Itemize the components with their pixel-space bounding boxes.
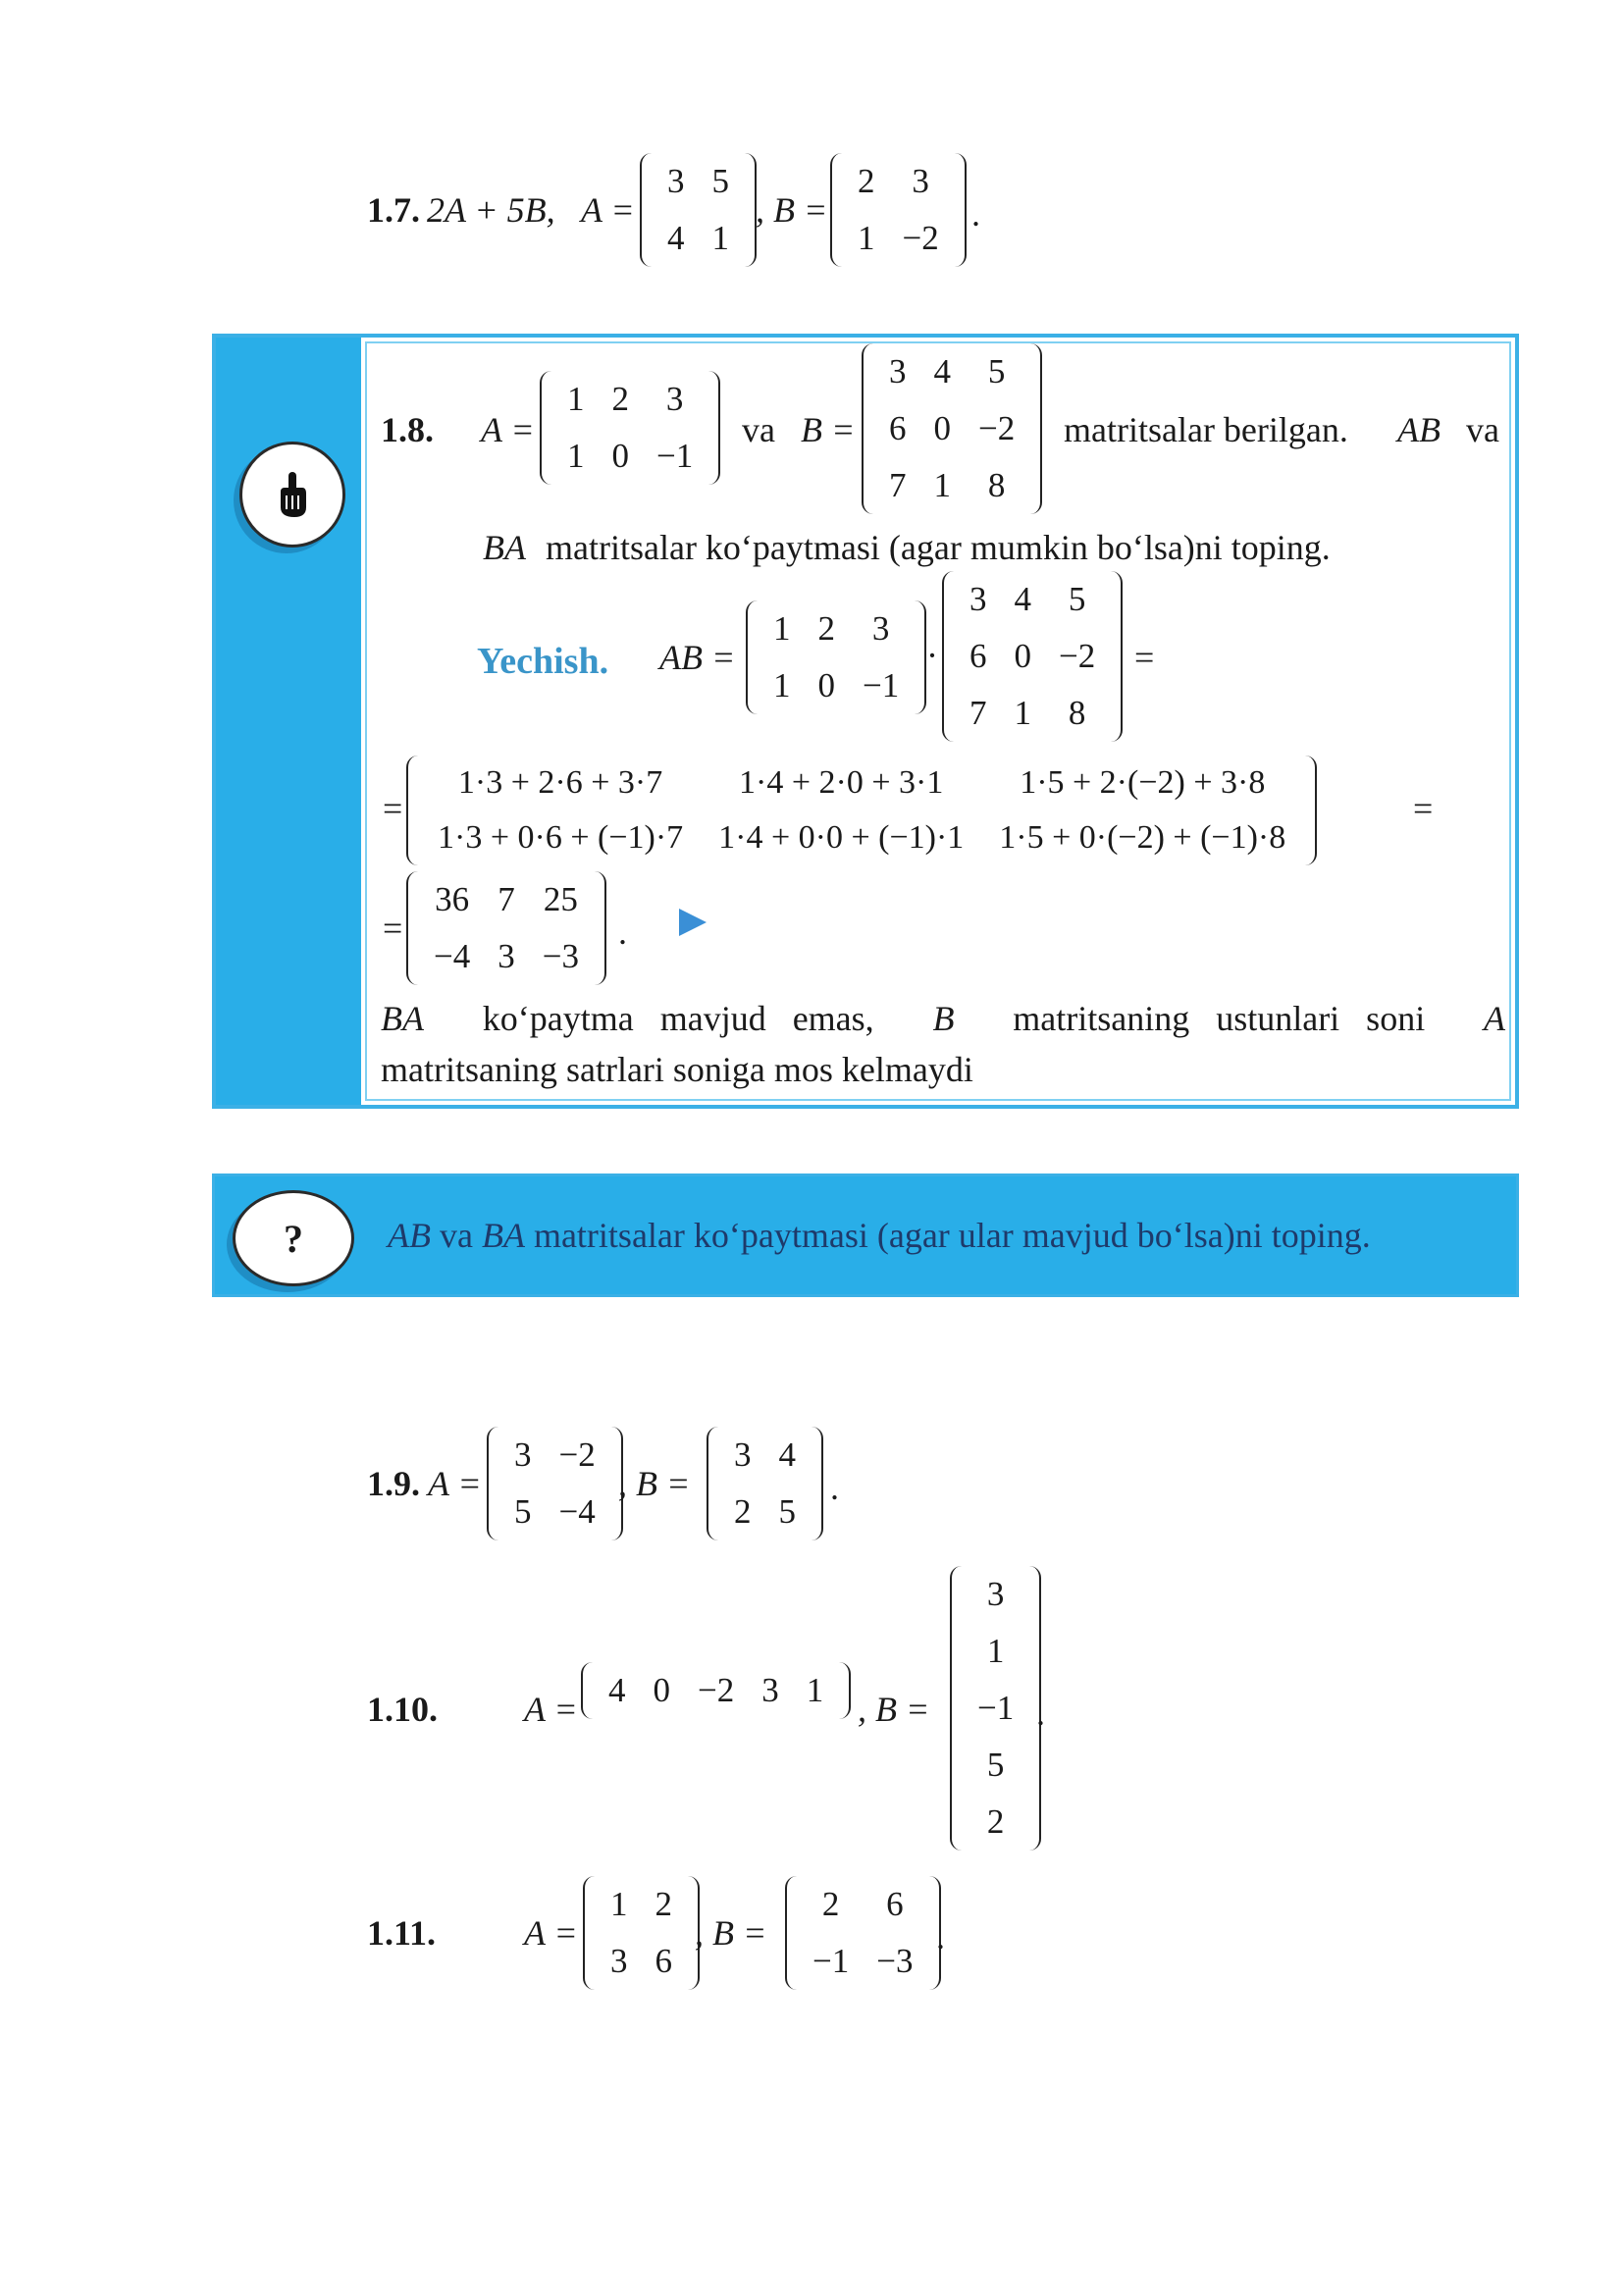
matrix-row bbox=[964, 1623, 1027, 1680]
matrix-row bbox=[420, 871, 593, 928]
matrix-a-label: A = bbox=[481, 410, 535, 449]
note-text: ko‘paytma mavjud emas, bbox=[482, 999, 874, 1038]
va-text: va bbox=[439, 1216, 473, 1255]
note-text: matritsaning ustunlari soni bbox=[1013, 999, 1426, 1038]
result-matrix bbox=[406, 871, 606, 985]
row-vector-a bbox=[581, 1662, 851, 1719]
matrix-row bbox=[595, 1662, 837, 1719]
matrix-cell: 6 bbox=[889, 409, 907, 447]
equals: = bbox=[383, 909, 403, 948]
pointing-hand-glyph bbox=[275, 470, 310, 519]
pointing-hand-icon bbox=[239, 442, 345, 548]
matrix-cell: 7 bbox=[969, 694, 987, 732]
matrix-cell: 4 bbox=[933, 352, 951, 391]
matrix-row bbox=[844, 153, 953, 210]
matrix-body bbox=[964, 1566, 1027, 1851]
matrix-cell: 5 bbox=[987, 352, 1006, 391]
period: . bbox=[971, 194, 980, 234]
matrix-row bbox=[875, 343, 1028, 400]
matrix-body bbox=[844, 153, 953, 267]
matrix-body bbox=[760, 600, 913, 714]
matrix-cell: 0 bbox=[1014, 637, 1031, 675]
statement-text: matritsalar berilgan. bbox=[1064, 410, 1348, 449]
ba-symbol: BA bbox=[481, 1216, 525, 1255]
matrix-a-label: A = bbox=[428, 1464, 482, 1503]
b-symbol: B bbox=[932, 999, 955, 1038]
period: . bbox=[830, 1468, 839, 1507]
matrix-a-label: A = bbox=[581, 190, 635, 230]
matrix-row bbox=[760, 600, 913, 657]
matrix-cell: 36 bbox=[435, 880, 470, 918]
matrix-row bbox=[799, 1876, 927, 1933]
matrix-cell: 1 bbox=[986, 1632, 1005, 1670]
matrix-row bbox=[844, 210, 953, 267]
matrix-body bbox=[597, 1876, 686, 1990]
matrix-cell: 1 bbox=[773, 666, 791, 704]
solution-label: Yechish. bbox=[477, 641, 609, 682]
example-number: 1.8. bbox=[381, 410, 434, 449]
matrix-cell: 1 bbox=[711, 219, 729, 257]
matrix-cell: 1 bbox=[933, 466, 951, 504]
matrix-cell: −2 bbox=[902, 219, 939, 257]
matrix-row bbox=[720, 1427, 810, 1484]
matrix-b bbox=[707, 1427, 823, 1540]
matrix-row bbox=[553, 428, 707, 485]
matrix-row bbox=[597, 1876, 686, 1933]
matrix-cell: −2 bbox=[698, 1671, 735, 1709]
matrix-cell: −1 bbox=[863, 666, 900, 704]
note-line bbox=[381, 1001, 1505, 1036]
matrix-cell: 1 bbox=[858, 219, 875, 257]
matrix-row bbox=[720, 1484, 810, 1540]
matrix-cell: 5 bbox=[711, 162, 729, 200]
matrix-body bbox=[654, 153, 743, 267]
product-expansion-matrix bbox=[406, 756, 1317, 865]
matrix-cell: 1·5 + 0·(−2) + (−1)·8 bbox=[999, 819, 1286, 856]
period: . bbox=[936, 1917, 945, 1956]
matrix-b bbox=[785, 1876, 941, 1990]
problem-number: 1.9. bbox=[367, 1464, 420, 1503]
matrix-row bbox=[500, 1484, 609, 1540]
question-icon bbox=[233, 1190, 354, 1286]
problem-number: 1.7. bbox=[367, 190, 420, 230]
matrix-cell: −2 bbox=[1059, 637, 1096, 675]
matrix-cell: −1 bbox=[812, 1942, 850, 1980]
matrix-body bbox=[420, 756, 1303, 865]
matrix-cell: −2 bbox=[978, 409, 1016, 447]
matrix-cell: 1·4 + 2·0 + 3·1 bbox=[739, 764, 944, 801]
matrix-cell: 3 bbox=[969, 580, 987, 618]
matrix-cell: 2 bbox=[655, 1885, 672, 1923]
matrix-b-label: B = bbox=[801, 410, 856, 449]
matrix-row bbox=[597, 1933, 686, 1990]
matrix-cell: −4 bbox=[558, 1492, 596, 1531]
va-text: va bbox=[1466, 410, 1499, 449]
matrix-cell: 4 bbox=[667, 219, 685, 257]
matrix-cell: −1 bbox=[977, 1689, 1015, 1727]
ab-symbol: AB bbox=[388, 1216, 431, 1255]
matrix-a-label: A = bbox=[524, 1913, 578, 1953]
matrix-cell: 25 bbox=[543, 880, 578, 918]
matrix-cell: 4 bbox=[608, 1671, 626, 1709]
matrix-cell: 1 bbox=[806, 1671, 824, 1709]
matrix-cell: 3 bbox=[761, 1671, 779, 1709]
problem-number: 1.11. bbox=[367, 1913, 437, 1953]
matrix-body bbox=[956, 571, 1109, 742]
question-statement: matritsalar ko‘paytmasi (agar ular mavjud bo‘lsa)ni toping. bbox=[533, 1216, 1371, 1255]
matrix-a-label: A = bbox=[524, 1690, 578, 1729]
matrix-cell: −1 bbox=[656, 437, 694, 475]
matrix-cell: 3 bbox=[871, 609, 890, 648]
matrix-cell: 1 bbox=[773, 609, 791, 648]
matrix-cell: 2 bbox=[734, 1492, 752, 1531]
matrix-b-label: , B = bbox=[618, 1464, 691, 1503]
question-mark: ? bbox=[284, 1216, 303, 1261]
matrix-row bbox=[799, 1933, 927, 1990]
va-text: va bbox=[742, 410, 775, 449]
statement-text: matritsalar ko‘paytmasi (agar mumkin bo‘lsa)ni toping. bbox=[546, 528, 1331, 567]
equals: = bbox=[383, 789, 403, 828]
matrix-row bbox=[500, 1427, 609, 1484]
matrix-cell: 1 bbox=[610, 1885, 628, 1923]
matrix-b-label: , B = bbox=[695, 1913, 767, 1953]
matrix-cell: 5 bbox=[514, 1492, 532, 1531]
matrix-b bbox=[862, 343, 1042, 514]
matrix-cell: 2 bbox=[817, 609, 835, 648]
period: . bbox=[1036, 1694, 1045, 1733]
matrix-row bbox=[964, 1794, 1027, 1851]
question-box bbox=[212, 1174, 1519, 1297]
matrix-row bbox=[956, 685, 1109, 742]
matrix-row bbox=[760, 657, 913, 714]
matrix-row bbox=[654, 153, 743, 210]
matrix-row bbox=[420, 928, 593, 985]
ba-symbol: BA bbox=[381, 999, 424, 1038]
multiply-dot: · bbox=[926, 636, 938, 675]
matrix-cell: 5 bbox=[778, 1492, 796, 1531]
matrix-cell: 3 bbox=[667, 162, 685, 200]
matrix-b bbox=[830, 153, 967, 267]
ab-label: AB = bbox=[659, 638, 736, 677]
matrix-cell: 3 bbox=[665, 380, 684, 418]
matrix-cell: −4 bbox=[434, 937, 471, 975]
matrix-b-label: , B = bbox=[858, 1690, 930, 1729]
matrix-cell: 1 bbox=[567, 380, 585, 418]
matrix-cell: 7 bbox=[889, 466, 907, 504]
matrix-row bbox=[964, 1737, 1027, 1794]
matrix-cell: 4 bbox=[1014, 580, 1031, 618]
matrix-row bbox=[553, 371, 707, 428]
note-text: matritsaning satrlari soniga mos kelmaydi bbox=[381, 1050, 973, 1089]
matrix-cell: 3 bbox=[986, 1575, 1005, 1613]
matrix-a bbox=[540, 371, 720, 485]
question-text bbox=[388, 1218, 1371, 1253]
matrix-cell: 1 bbox=[1014, 694, 1031, 732]
matrix-cell: 2 bbox=[986, 1802, 1005, 1841]
matrix-cell: 1 bbox=[567, 437, 585, 475]
matrix-cell: 2 bbox=[611, 380, 629, 418]
matrix-cell: 0 bbox=[933, 409, 951, 447]
matrix-a bbox=[583, 1876, 700, 1990]
matrix-body bbox=[799, 1876, 927, 1990]
matrix-body bbox=[553, 371, 707, 485]
matrix-cell: 1·4 + 0·0 + (−1)·1 bbox=[718, 819, 965, 856]
matrix-a bbox=[746, 600, 926, 714]
matrix-row bbox=[875, 400, 1028, 457]
matrix-cell: 1·3 + 0·6 + (−1)·7 bbox=[438, 819, 684, 856]
column-vector-b bbox=[950, 1566, 1041, 1851]
matrix-cell: 8 bbox=[1068, 694, 1086, 732]
matrix-cell: 3 bbox=[610, 1942, 628, 1980]
matrix-cell: 5 bbox=[1068, 580, 1086, 618]
matrix-cell: 0 bbox=[653, 1671, 670, 1709]
example-sidebar bbox=[216, 338, 361, 1105]
play-icon bbox=[679, 909, 707, 936]
matrix-cell: −3 bbox=[542, 937, 579, 975]
matrix-cell: 1·5 + 2·(−2) + 3·8 bbox=[1020, 764, 1266, 801]
matrix-row bbox=[875, 457, 1028, 514]
a-symbol: A bbox=[1483, 999, 1505, 1038]
matrix-row bbox=[956, 571, 1109, 628]
matrix-row bbox=[420, 756, 1303, 810]
matrix-b-label: , B = bbox=[756, 190, 828, 230]
matrix-row bbox=[964, 1566, 1027, 1623]
matrix-cell: 7 bbox=[498, 880, 515, 918]
matrix-cell: 2 bbox=[858, 162, 875, 200]
ab-symbol: AB bbox=[1397, 410, 1441, 449]
matrix-cell: 2 bbox=[821, 1885, 840, 1923]
matrix-cell: 3 bbox=[912, 162, 929, 200]
matrix-cell: 8 bbox=[987, 466, 1006, 504]
matrix-cell: 6 bbox=[969, 637, 987, 675]
matrix-cell: 3 bbox=[734, 1435, 752, 1474]
matrix-b bbox=[942, 571, 1123, 742]
problem-number: 1.10. bbox=[367, 1690, 438, 1729]
matrix-cell: 4 bbox=[778, 1435, 796, 1474]
matrix-a bbox=[640, 153, 757, 267]
matrix-a bbox=[487, 1427, 623, 1540]
matrix-row bbox=[420, 810, 1303, 865]
matrix-cell: 3 bbox=[889, 352, 907, 391]
matrix-body bbox=[595, 1662, 837, 1719]
matrix-body bbox=[720, 1427, 810, 1540]
matrix-cell: 3 bbox=[514, 1435, 532, 1474]
matrix-cell: 0 bbox=[817, 666, 835, 704]
matrix-row bbox=[654, 210, 743, 267]
period: . bbox=[618, 913, 627, 952]
matrix-cell: −2 bbox=[558, 1435, 596, 1474]
matrix-cell: 0 bbox=[611, 437, 629, 475]
ba-symbol: BA bbox=[483, 528, 526, 567]
matrix-cell: 5 bbox=[986, 1746, 1005, 1784]
matrix-cell: −3 bbox=[876, 1942, 914, 1980]
expression: 2A + 5B, bbox=[427, 190, 555, 230]
matrix-cell: 6 bbox=[655, 1942, 672, 1980]
matrix-cell: 6 bbox=[886, 1885, 904, 1923]
matrix-row bbox=[964, 1680, 1027, 1737]
equals: = bbox=[1413, 789, 1434, 828]
matrix-body bbox=[875, 343, 1028, 514]
matrix-body bbox=[420, 871, 593, 985]
matrix-row bbox=[956, 628, 1109, 685]
equals: = bbox=[1134, 638, 1155, 677]
matrix-cell: 3 bbox=[498, 937, 515, 975]
matrix-body bbox=[500, 1427, 609, 1540]
matrix-cell: 1·3 + 2·6 + 3·7 bbox=[457, 764, 663, 801]
